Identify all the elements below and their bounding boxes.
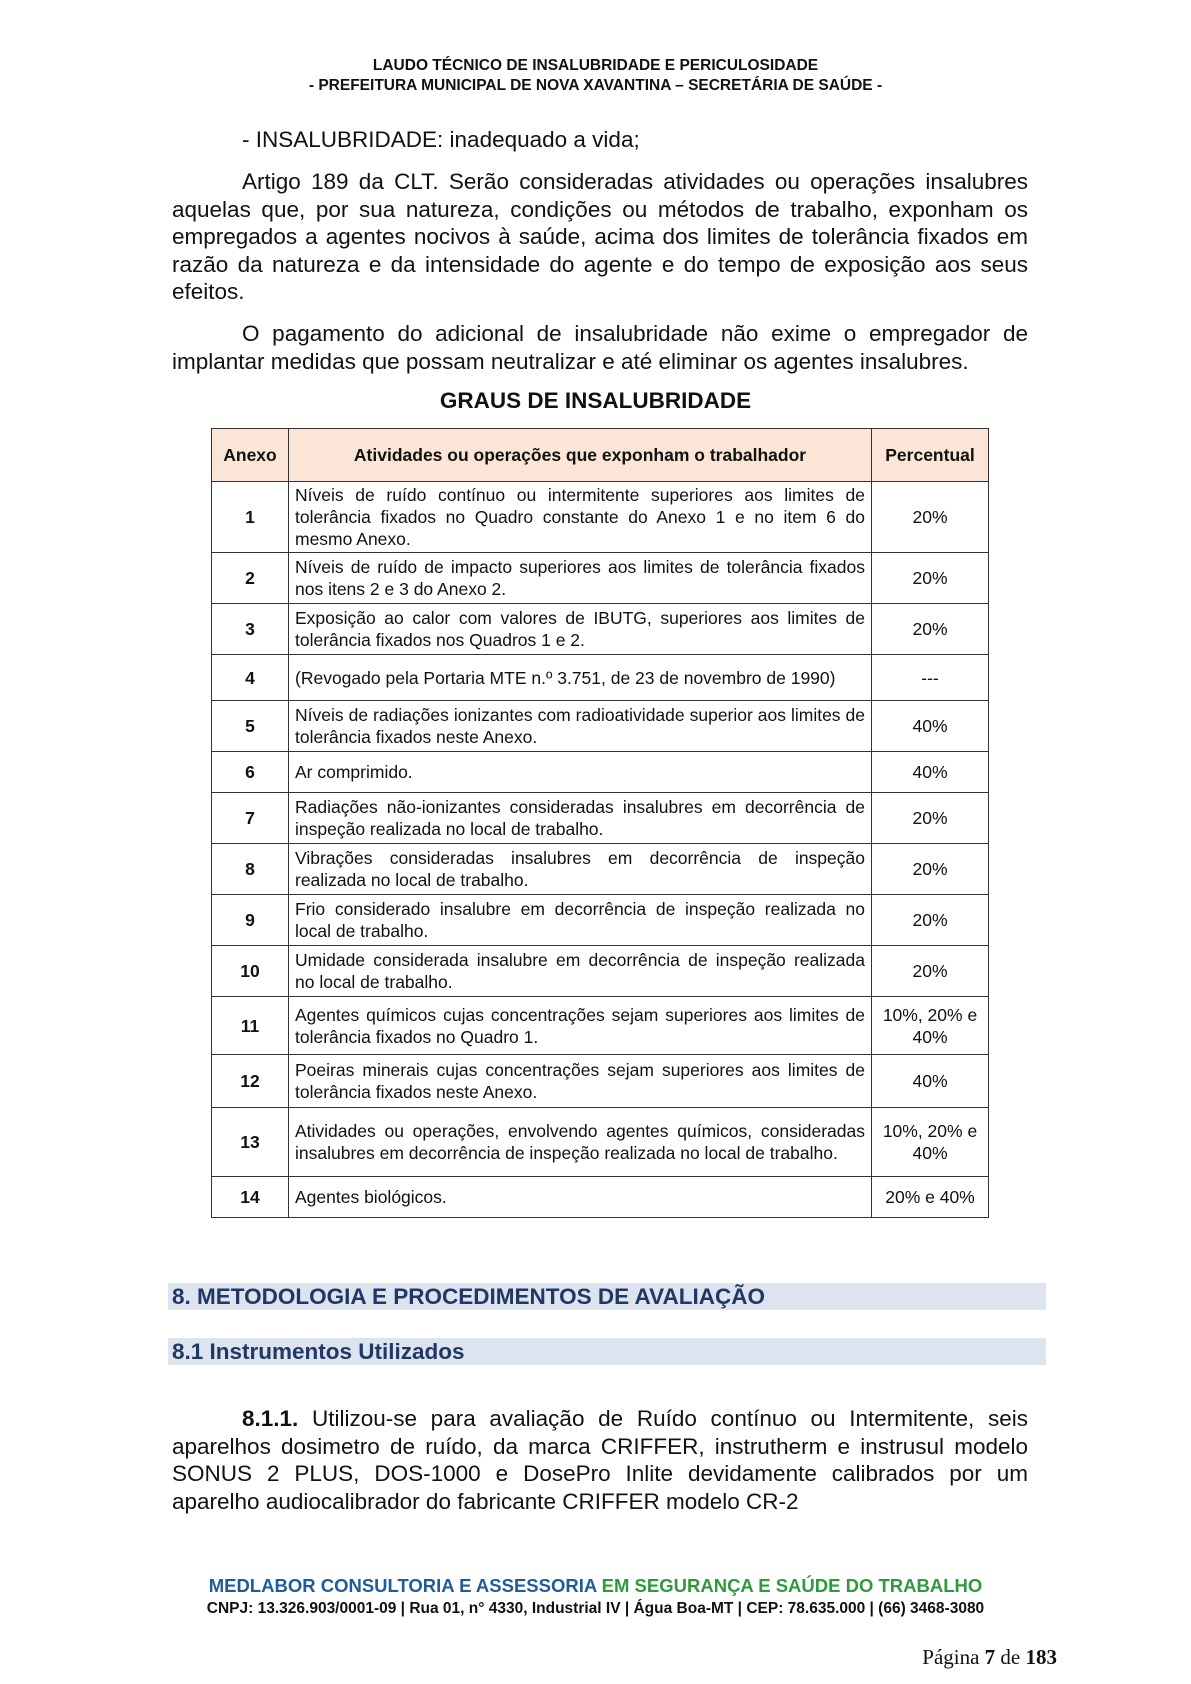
header-percentual: Percentual	[872, 429, 989, 482]
pagamento-paragraph: O pagamento do adicional de insalubridade não exime o empregador de implantar medidas que possam neutralizar e até eliminar os agentes insalubres.	[172, 321, 1028, 374]
table-row	[212, 1108, 989, 1177]
header-anexo: Anexo	[212, 429, 289, 482]
cell-pct: 20%	[872, 553, 989, 604]
table-row	[212, 604, 989, 655]
footer-company-green: EM SEGURANÇA E SAÚDE DO TRABALHO	[596, 1575, 983, 1596]
table-row	[212, 946, 989, 997]
cell-desc: Agentes químicos cujas concentrações sejam superiores aos limites de tolerância fixados no Quadro 1.	[289, 997, 872, 1055]
cell-anexo: 9	[212, 895, 289, 946]
cell-anexo: 8	[212, 844, 289, 895]
cell-anexo: 12	[212, 1055, 289, 1108]
cell-pct: 40%	[872, 1055, 989, 1108]
cell-desc: Frio considerado insalubre em decorrência de inspeção realizada no local de trabalho.	[289, 895, 872, 946]
table-row	[212, 895, 989, 946]
cell-desc: Níveis de radiações ionizantes com radioatividade superior aos limites de tolerância fixados neste Anexo.	[289, 701, 872, 752]
cell-pct: 20% e 40%	[872, 1177, 989, 1218]
page-current: 7	[984, 1645, 996, 1669]
header-atividades: Atividades ou operações que exponham o trabalhador	[289, 429, 872, 482]
cell-anexo: 10	[212, 946, 289, 997]
cell-desc: Exposição ao calor com valores de IBUTG, superiores aos limites de tolerância fixados nos Quadros 1 e 2.	[289, 604, 872, 655]
cell-anexo: 5	[212, 701, 289, 752]
cell-desc: Vibrações consideradas insalubres em decorrência de inspeção realizada no local de trabalho.	[289, 844, 872, 895]
paragraph-number: 8.1.1.	[242, 1406, 299, 1431]
page-number	[922, 1645, 1057, 1670]
cell-anexo: 7	[212, 793, 289, 844]
table-row	[212, 793, 989, 844]
paragraph-8-1-1	[172, 1405, 1028, 1515]
page-of: de	[995, 1645, 1026, 1669]
cell-desc: Umidade considerada insalubre em decorrência de inspeção realizada no local de trabalho.	[289, 946, 872, 997]
cell-anexo: 13	[212, 1108, 289, 1177]
cell-desc: Níveis de ruído de impacto superiores aos limites de tolerância fixados nos itens 2 e 3 do Anexo 2.	[289, 553, 872, 604]
cell-desc: Poeiras minerais cujas concentrações sejam superiores aos limites de tolerância fixados neste Anexo.	[289, 1055, 872, 1108]
footer-address: CNPJ: 13.326.903/0001-09 | Rua 01, n° 4330, Industrial IV | Água Boa-MT | CEP: 78.635.000 | (66) 3468-3080	[206, 1600, 985, 1617]
cell-anexo: 4	[212, 655, 289, 701]
section-heading-8: 8. METODOLOGIA E PROCEDIMENTOS DE AVALIAÇÃO	[168, 1283, 1046, 1310]
artigo-paragraph: Artigo 189 da CLT. Serão consideradas atividades ou operações insalubres aquelas que, por sua natureza, condições ou métodos de trabalho, exponham os empregados a agentes nocivos à saúde, acima dos limites de tolerância fixados em razão da natureza e da intensidade do agente e do tempo de exposição aos seus efeitos.	[172, 169, 1028, 304]
footer-company	[0, 1575, 1191, 1597]
cell-desc: Ar comprimido.	[289, 752, 872, 793]
cell-desc: Níveis de ruído contínuo ou intermitente superiores aos limites de tolerância fixados no Quadro constante do Anexo 1 e no item 6 do mesmo Anexo.	[289, 482, 872, 553]
cell-desc: Agentes biológicos.	[289, 1177, 872, 1218]
cell-pct: 20%	[872, 844, 989, 895]
table-row	[212, 482, 989, 553]
cell-desc: Radiações não-ionizantes consideradas insalubres em decorrência de inspeção realizada no local de trabalho.	[289, 793, 872, 844]
table-row	[212, 701, 989, 752]
cell-pct: 40%	[872, 701, 989, 752]
cell-pct: 20%	[872, 793, 989, 844]
cell-anexo: 2	[212, 553, 289, 604]
cell-anexo: 11	[212, 997, 289, 1055]
grades-table	[211, 428, 989, 1218]
cell-anexo: 3	[212, 604, 289, 655]
cell-pct: 20%	[872, 604, 989, 655]
table-row	[212, 1055, 989, 1108]
page-total: 183	[1025, 1645, 1057, 1669]
header-subtitle: - PREFEITURA MUNICIPAL DE NOVA XAVANTINA – SECRETÁRIA DE SAÚDE -	[308, 77, 883, 94]
table-title: GRAUS DE INSALUBRIDADE	[439, 388, 752, 413]
cell-anexo: 14	[212, 1177, 289, 1218]
table-row	[212, 752, 989, 793]
cell-anexo: 6	[212, 752, 289, 793]
cell-pct: 10%, 20% e 40%	[872, 997, 989, 1055]
cell-pct: ---	[872, 655, 989, 701]
footer-company-blue: MEDLABOR CONSULTORIA E ASSESSORIA	[208, 1575, 597, 1596]
table-row	[212, 997, 989, 1055]
cell-anexo: 1	[212, 482, 289, 553]
table-row	[212, 655, 989, 701]
table-row	[212, 553, 989, 604]
cell-pct: 20%	[872, 482, 989, 553]
paragraph-text: Utilizou-se para avaliação de Ruído contínuo ou Intermitente, seis aparelhos dosimetro de ruído, da marca CRIFFER, instrutherm e instrusul modelo SONUS 2 PLUS, DOS-1000 e DosePro Inlite devidamente calibrados por um aparelho audiocalibrador do fabricante CRIFFER modelo CR-2	[172, 1406, 1028, 1514]
cell-pct: 40%	[872, 752, 989, 793]
table-header-row	[212, 429, 989, 482]
document-header	[0, 56, 1191, 96]
cell-pct: 20%	[872, 946, 989, 997]
cell-pct: 10%, 20% e 40%	[872, 1108, 989, 1177]
table-row	[212, 844, 989, 895]
cell-pct: 20%	[872, 895, 989, 946]
cell-desc: (Revogado pela Portaria MTE n.º 3.751, de 23 de novembro de 1990)	[289, 655, 872, 701]
cell-desc: Atividades ou operações, envolvendo agentes químicos, consideradas insalubres em decorrência de inspeção realizada no local de trabalho.	[289, 1108, 872, 1177]
insalubridade-line: - INSALUBRIDADE: inadequado a vida;	[242, 127, 640, 152]
section-heading-8-1: 8.1 Instrumentos Utilizados	[168, 1338, 1046, 1365]
table-row	[212, 1177, 989, 1218]
header-title: LAUDO TÉCNICO DE INSALUBRIDADE E PERICULOSIDADE	[372, 57, 819, 74]
page-label: Página	[922, 1645, 985, 1669]
